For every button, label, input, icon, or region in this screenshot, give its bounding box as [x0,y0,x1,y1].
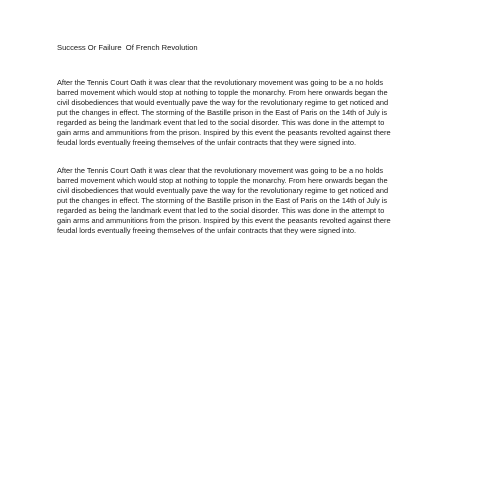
paragraph-line: After the Tennis Court Oath it was clear that the revolutionary movement was going to be a no holds [57,78,384,87]
paragraph-line: After the Tennis Court Oath it was clear that the revolutionary movement was going to be a no holds [57,166,384,175]
paragraph-line: feudal lords eventually freeing themselves of the unfair contracts that they were signed into. [57,138,357,148]
paragraph-line: gain arms and ammunitions from the prison. Inspired by this event the peasants revolted against there [57,216,391,226]
paragraph-line: civil disobediences that would eventually pave the way for the revolutionary regime to get noticed and [57,186,389,196]
paragraph-line: feudal lords eventually freeing themselves of the unfair contracts that they were signed into. [57,226,357,236]
document-title: Success Or Failure Of French Revolution [57,43,198,52]
body-paragraph [57,166,435,236]
paragraph-line: regarded as being the landmark event that led to the social disorder. This was done in the attempt to [57,118,385,128]
paragraph-line: barred movement which would stop at nothing to topple the monarchy. From here onwards began the [57,176,388,186]
paragraph-line: civil disobediences that would eventually pave the way for the revolutionary regime to get noticed and [57,98,389,108]
paragraph-line: barred movement which would stop at nothing to topple the monarchy. From here onwards began the [57,88,388,98]
paragraph-line: regarded as being the landmark event that led to the social disorder. This was done in the attempt to [57,206,385,216]
paragraph-line: gain arms and ammunitions from the prison. Inspired by this event the peasants revolted against there [57,128,391,138]
body-paragraph [57,78,435,148]
paragraph-line: put the changes in effect. The storming of the Bastille prison in the East of Paris on the 14th of July is [57,196,388,206]
paragraph-line: put the changes in effect. The storming of the Bastille prison in the East of Paris on the 14th of July is [57,108,388,118]
